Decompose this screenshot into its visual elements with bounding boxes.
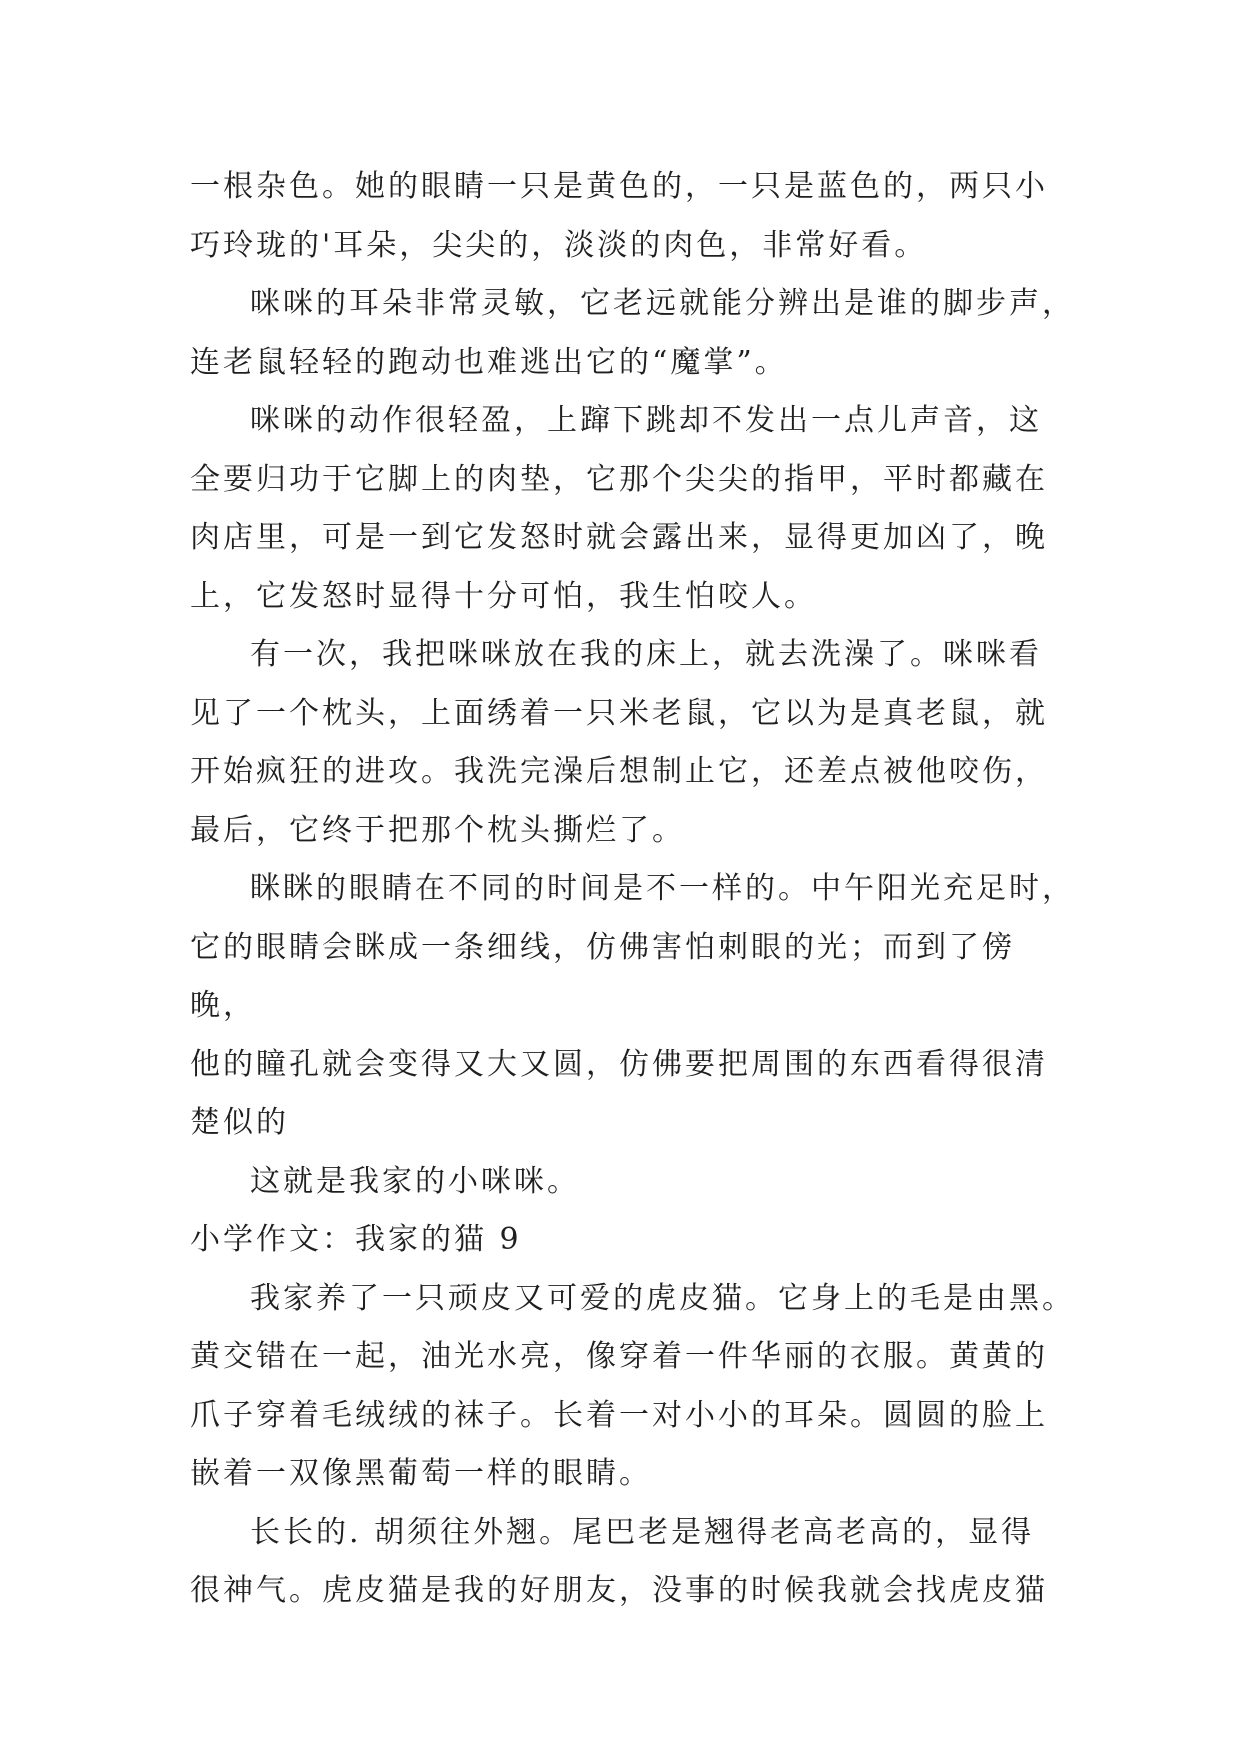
text-line: 连老鼠轻轻的跑动也难逃出它的“魔掌”。 [190,344,788,380]
text-line: 爪子穿着毛绒绒的袜子。长着一对小小的耳朵。圆圆的脸上 [190,1397,1048,1433]
text-line: 最后，它终于把那个枕头撕烂了。 [190,812,685,848]
paragraph-conclusion [190,1153,1080,1212]
paragraph-pillow-story [190,626,1080,860]
paragraph-tiger-cat-whiskers [190,1504,1080,1621]
section-title: 小学作文：我家的猫 9 [190,1222,522,1257]
text-line: 肉店里，可是一到它发怒时就会露出来，显得更加凶了，晚 [190,520,1048,555]
text-line: 巧玲珑的'耳朵，尖尖的，淡淡的肉色，非常好看。 [190,227,928,263]
text-line: 见了一个枕头，上面绣着一只米老鼠，它以为是真老鼠，就 [190,695,1048,731]
text-line: 一根杂色。她的眼睛一只是黄色的，一只是蓝色的，两只小 [190,169,1048,204]
text-line: 这就是我家的小咪咪。 [250,1163,580,1199]
text-line: 全要归功于它脚上的肉垫，它那个尖尖的指甲，平时都藏在 [190,461,1048,497]
text-line: 咪咪的耳朵非常灵敏，它老远就能分辨出是谁的脚步声， [250,286,1075,321]
text-line: 楚似的 [190,1105,289,1140]
text-line: 很神气。虎皮猫是我的好朋友，没事的时候我就会找虎皮猫 [190,1573,1048,1608]
text-line: 眯眯的眼睛在不同的时间是不一样的。中午阳光充足时， [250,871,1075,906]
text-line: 黄交错在一起，油光水亮，像穿着一件华丽的衣服。黄黄的 [190,1339,1048,1374]
paragraph-eyes-time [190,860,1080,1153]
text-line: 上，它发怒时显得十分可怕，我生怕咬人。 [190,578,817,614]
paragraph-cat-eyes-ears [190,158,1080,275]
text-line: 嵌着一双像黑葡萄一样的眼睛。 [190,1456,652,1491]
text-line: 我家养了一只顽皮又可爱的虎皮猫。它身上的毛是由黑。 [250,1280,1075,1316]
text-line: 它的眼睛会眯成一条细线，仿佛害怕刺眼的光；而到了傍晚， [190,929,1015,1023]
text-line: 长长的. 胡须往外翘。尾巴老是翘得老高老高的，显得 [250,1514,1035,1550]
text-line: 有一次，我把咪咪放在我的床上，就去洗澡了。咪咪看 [250,637,1042,672]
text-line: 咪咪的动作很轻盈，上蹿下跳却不发出一点儿声音，这 [250,403,1042,438]
paragraph-tiger-cat-intro [190,1270,1080,1504]
document-body [190,158,1080,1621]
paragraph-sensitive-ears [190,275,1080,392]
paragraph-light-movement [190,392,1080,626]
text-line: 他的瞳孔就会变得又大又圆，仿佛要把周围的东西看得很清 [190,1046,1048,1082]
text-line: 开始疯狂的进攻。我洗完澡后想制止它，还差点被他咬伤， [190,754,1048,789]
